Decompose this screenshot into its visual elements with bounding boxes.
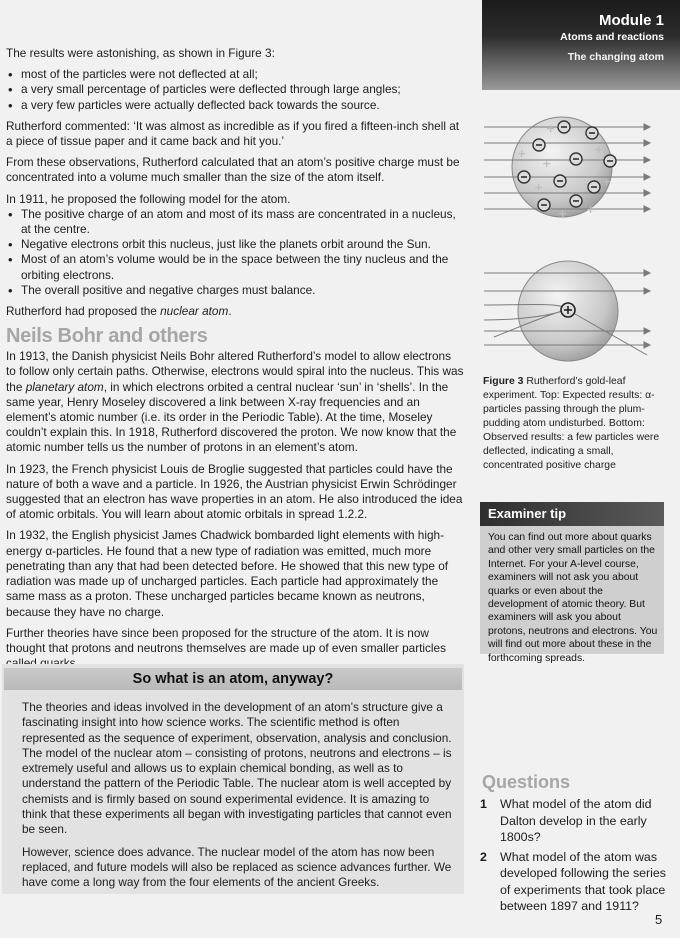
question-text: What model of the atom was developed following the series of experiments that took place between 1897 and 1911? <box>500 849 667 913</box>
paragraph: Further theories have since been proposed for the structure of the atom. It is now thought that protons and neutrons themselves are made up of even smaller particles <box>6 625 447 655</box>
emphasis: nuclear atom <box>160 304 229 319</box>
list-item: • a very few particles were actually deflected back towards the source. <box>21 98 464 113</box>
figure-label: Figure 3 <box>483 376 524 387</box>
list-item: • The positive charge of an atom and most of its mass are concentrated in a nucleus, at the centre. <box>21 207 464 237</box>
page-number: 5 <box>655 912 663 927</box>
main-text <box>6 46 464 677</box>
list-item: • most of the particles were not deflected at all; <box>21 67 464 82</box>
emphasis: planetary atom <box>25 379 104 394</box>
expected-result-atom <box>484 117 650 220</box>
svg-text:+: + <box>602 175 612 188</box>
question-item <box>480 796 670 846</box>
paragraph: From these observations, Rutherford calculated that an atom’s positive charge must be concentrated into a volume much smaller than the size of the atom itself. <box>6 155 460 185</box>
paragraph: However, science does advance. The nuclear model of the atom has now been replaced, and future models will also be replaced as science advances further. We have come a long way from the four elements of the ancient Greeks. <box>22 844 452 890</box>
questions-heading: Questions <box>482 772 571 792</box>
paragraph <box>6 349 464 455</box>
gold-leaf-figure <box>482 105 652 365</box>
paragraph: The results were astonishing, as shown in Figure 3: <box>6 46 275 60</box>
examiner-tip-text: You can find out more about quarks and other very small particles on the Internet. For your A-level course, examiners will not ask you about quarks or even about the development of atomic theory. But examiners will ask you about protons, neutrons and electrons. You will find out more about these in the forthcoming spreads. <box>488 532 658 664</box>
module-title: Module 1 <box>598 12 664 29</box>
svg-text:+: + <box>558 207 568 220</box>
questions-list <box>480 796 670 918</box>
list-item: • Most of an atom’s volume would be in the space between the tiny nucleus and the orbiting electrons. <box>21 252 464 282</box>
module-subtitle: Atoms and reactions <box>560 31 664 43</box>
text: In 1913, the Danish physicist Neils Bohr altered Rutherford’s model to allow electrons to follow only certain paths. Otherwise, electrons would spiral into the nucleus. This was the <box>6 349 464 394</box>
question-number: 1 <box>480 797 487 811</box>
paragraph: In 1911, he proposed the following model for the atom. <box>6 191 291 206</box>
observed-result-atom <box>484 261 650 361</box>
paragraph: In 1932, the English physicist James Chadwick bombarded light elements with high-energy α-particles. He found that a new type of radiation was emitted, much more penetrating than any that had been detected before. He showed that this new type of radiation was made up of uncharged particles. Each particle had approximately the same mass as a proton. These uncharged particles became known as neutrons, because they have no charge. <box>6 528 449 619</box>
figure-caption <box>483 375 669 473</box>
model-list <box>6 207 464 298</box>
question-text: What model of the atom did Dalton develop in the early 1800s? <box>500 797 652 844</box>
text: , in which electrons orbited a central nuclear ‘sun’ in ‘shells’. In the same year, Henry Moseley discovered a link between X-ray frequencies and an element’s atomic number (i.e. its order in the Periodic Table). At the time, Moseley couldn’t explain this. In 1918, Rutherford discovered the proton. We now know that the atomic number tells us the number of protons in an element’s atom. <box>6 379 457 455</box>
info-box-text <box>22 700 452 898</box>
section-heading: Neils Bohr and others <box>6 325 208 348</box>
paragraph: In 1923, the French physicist Louis de Broglie suggested that particles could have the nature of both a wave and a particle. In 1926, the Austrian physicist Erwin Schrödinger suggested that an electron has wave properties in an atom. He also introduced the idea of atomic orbitals. You will learn about atomic orbitals in spread 1.2.2. <box>6 461 463 522</box>
examiner-tip-title: Examiner tip <box>480 502 664 526</box>
svg-text:+: + <box>542 157 552 170</box>
section-title: The changing atom <box>567 51 664 63</box>
results-list <box>6 67 464 113</box>
question-number: 2 <box>480 849 487 864</box>
svg-text:+: + <box>586 203 596 216</box>
svg-text:+: + <box>517 147 527 160</box>
info-box-title: So what is an atom, anyway? <box>4 668 462 690</box>
paragraph: Rutherford commented: ‘It was almost as incredible as if you fired a fifteen-inch shell at a piece of tissue paper and it came back and hit you.’ <box>6 118 460 149</box>
question-item <box>480 849 670 915</box>
list-item: • Negative electrons orbit this nucleus, just like the planets orbit around the Sun. <box>21 237 464 252</box>
text: Rutherford had proposed the <box>6 304 161 319</box>
paragraph: Rutherford had proposed the nuclear atom. <box>6 304 232 319</box>
caption-text: Rutherford’s gold-leaf experiment. Top: Expected results: α-particles passing through the plum-pudding atom undisturbed. Bottom: Observed results: a few particles were deflected, indicating a small, concentrated positive charge <box>483 376 660 471</box>
list-item: • The overall positive and negative charges must balance. <box>21 283 464 298</box>
svg-text:+: + <box>594 143 604 156</box>
paragraph: The theories and ideas involved in the development of an atom’s structure give a fascinating insight into how science works. The scientific method is often represented as the sequence of experiment, observation, analysis and conclusion. The model of the nuclear atom – consisting of protons, neutrons and electrons – is extremely useful and allows us to explain chemical bonding, as well as to understand the pattern of the Periodic Table. The nuclear atom is well accepted by chemists and is firmly based on sound experimental evidence. It is amazing to think that these experiments all began with investigating particles that cannot even be seen. <box>22 700 452 837</box>
list-item: • a very small percentage of particles were deflected through large angles; <box>21 82 464 97</box>
svg-text:+: + <box>534 181 544 194</box>
svg-text:+: + <box>546 122 556 135</box>
